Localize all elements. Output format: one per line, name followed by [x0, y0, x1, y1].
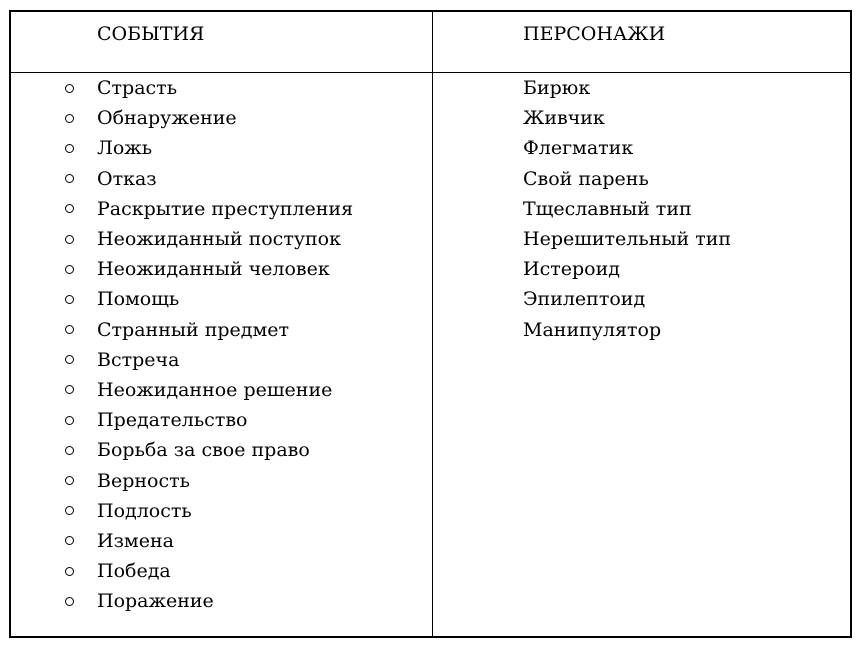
list-item [11, 103, 432, 133]
circle-bullet-icon [65, 446, 74, 455]
list-item [433, 164, 850, 194]
characters-column-body [433, 73, 850, 636]
event-label: Верность [97, 469, 190, 492]
list-item [11, 435, 432, 465]
list-item [11, 345, 432, 375]
event-label: Странный предмет [97, 318, 289, 341]
character-label: Истероид [523, 258, 620, 281]
list-item [11, 526, 432, 556]
list-item [11, 164, 432, 194]
character-label: Бирюк [523, 77, 591, 100]
list-item [11, 465, 432, 495]
characters-column-header: ПЕРСОНАЖИ [433, 12, 850, 73]
circle-bullet-icon [65, 506, 74, 515]
circle-bullet-icon [65, 204, 74, 213]
character-label: Живчик [523, 107, 605, 130]
list-item [433, 284, 850, 314]
character-label: Манипулятор [523, 318, 662, 341]
event-label: Предательство [97, 409, 248, 432]
list-item [433, 224, 850, 254]
event-label: Страсть [97, 77, 178, 100]
event-label: Подлость [97, 499, 192, 522]
circle-bullet-icon [65, 416, 74, 425]
list-item [11, 254, 432, 284]
list-item [11, 194, 432, 224]
event-label: Помощь [97, 288, 180, 311]
circle-bullet-icon [65, 174, 74, 183]
event-label: Отказ [97, 167, 157, 190]
list-item [11, 73, 432, 103]
circle-bullet-icon [65, 597, 74, 606]
character-label: Эпилептоид [523, 288, 646, 311]
circle-bullet-icon [65, 385, 74, 394]
list-item [433, 254, 850, 284]
event-label: Неожиданный человек [97, 258, 330, 281]
event-label: Неожиданный поступок [97, 228, 341, 251]
list-item [433, 73, 850, 103]
list-item [11, 405, 432, 435]
characters-list [433, 73, 850, 345]
event-label: Неожиданное решение [97, 378, 333, 401]
event-label: Встреча [97, 348, 180, 371]
list-item [11, 224, 432, 254]
event-label: Раскрытие преступления [97, 197, 354, 220]
event-label: Борьба за свое право [97, 439, 310, 462]
events-column-header: СОБЫТИЯ [11, 12, 433, 73]
list-item [433, 315, 850, 345]
list-item [433, 133, 850, 163]
circle-bullet-icon [65, 295, 74, 304]
event-label: Поражение [97, 590, 214, 613]
circle-bullet-icon [65, 265, 74, 274]
list-item [11, 284, 432, 314]
events-list [11, 73, 432, 616]
character-label: Флегматик [523, 137, 634, 160]
list-item [11, 315, 432, 345]
circle-bullet-icon [65, 114, 74, 123]
character-label: Нерешительный тип [523, 228, 732, 251]
list-item [11, 133, 432, 163]
event-label: Ложь [97, 137, 153, 160]
two-column-table [9, 10, 852, 638]
event-label: Обнаружение [97, 107, 237, 130]
circle-bullet-icon [65, 235, 74, 244]
character-label: Свой парень [523, 167, 649, 190]
circle-bullet-icon [65, 476, 74, 485]
circle-bullet-icon [65, 567, 74, 576]
character-label: Тщеславный тип [523, 197, 692, 220]
list-item [11, 496, 432, 526]
circle-bullet-icon [65, 355, 74, 364]
list-item [11, 375, 432, 405]
list-item [433, 103, 850, 133]
event-label: Измена [97, 529, 174, 552]
list-item [11, 586, 432, 616]
circle-bullet-icon [65, 325, 74, 334]
circle-bullet-icon [65, 144, 74, 153]
circle-bullet-icon [65, 84, 74, 93]
circle-bullet-icon [65, 536, 74, 545]
list-item [433, 194, 850, 224]
list-item [11, 556, 432, 586]
event-label: Победа [97, 560, 171, 583]
events-column-body [11, 73, 433, 636]
